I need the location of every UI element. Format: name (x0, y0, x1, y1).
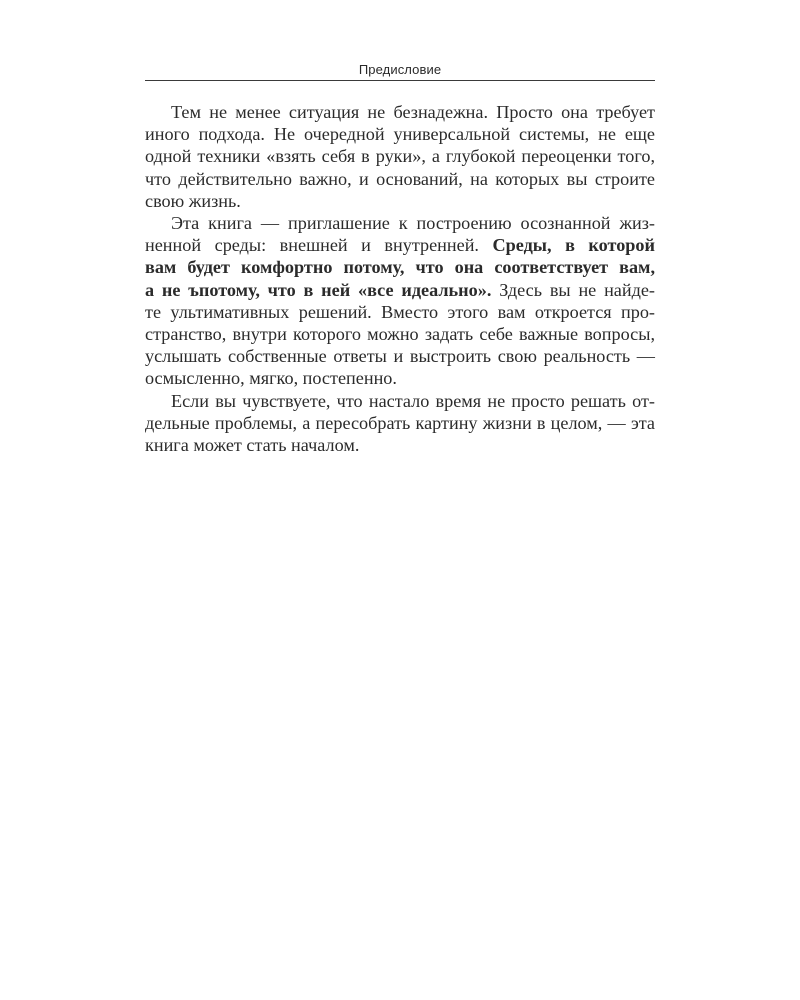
text-line: странство, внутри которого можно задать себе важные вопросы, (145, 324, 655, 345)
text-line (145, 234, 655, 256)
text-line: Тем не менее ситуация не безнадежна. Просто она требует (171, 102, 655, 122)
text-line (145, 279, 655, 301)
paragraph (145, 101, 655, 212)
text-line: книга может стать началом. (145, 435, 360, 456)
running-title: Предисловие (358, 62, 442, 77)
bold-text-run: а не ъпотому, что в ней «все идеально». (145, 279, 492, 300)
paragraph (145, 212, 655, 390)
header-rule (145, 80, 655, 81)
text-line: Если вы чувствуете, что настало время не просто решать от- (171, 390, 655, 411)
text-line: Эта книга — приглашение к построению осознанной жиз- (171, 213, 655, 234)
text-line: дельные проблемы, а пересобрать картину жизни в целом, — эта (145, 412, 655, 433)
text-line: осмысленно, мягко, постепенно. (145, 368, 397, 389)
text-run: ненной среды: внешней и внутренней. (145, 235, 493, 256)
bold-text-run: вам будет комфортно потому, что она соответствует вам, (145, 257, 655, 278)
paragraph (145, 390, 655, 457)
text-line: услышать собственные ответы и выстроить свою реальность — (145, 346, 655, 367)
bold-text-run: Среды, в которой (492, 235, 655, 256)
text-line: те ультимативных решений. Вместо этого вам откроется про- (145, 301, 655, 322)
text-line (145, 256, 655, 278)
text-line: иного подхода. Не очередной универсальной системы, не еще (145, 124, 655, 145)
text-line: свою жизнь. (145, 190, 241, 211)
text-line: что действительно важно, и оснований, на которых вы строите (145, 168, 655, 189)
body-text (145, 101, 655, 456)
text-line: одной техники «взять себя в руки», а глубокой переоценки того, (145, 146, 655, 167)
text-run: Здесь вы не найде- (491, 279, 655, 300)
